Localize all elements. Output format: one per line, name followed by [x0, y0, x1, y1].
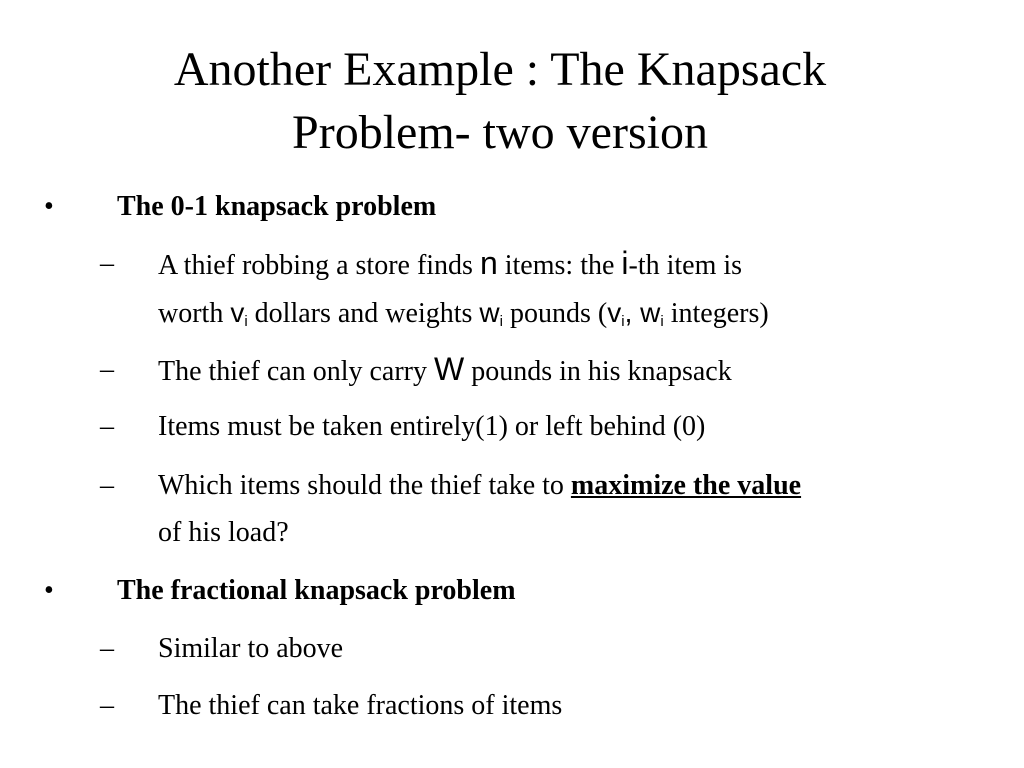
dash-marker: –	[100, 690, 114, 721]
dash-marker: –	[100, 411, 114, 442]
dash-marker: –	[100, 354, 114, 385]
var-v: v	[607, 297, 622, 328]
var-n: n	[479, 245, 498, 281]
dash-marker: –	[100, 633, 114, 664]
subbullet-text: The thief can take fractions of items	[158, 690, 563, 721]
text-run: -th item is	[628, 250, 743, 281]
subbullet-text	[158, 346, 732, 395]
dash-marker: –	[100, 470, 114, 501]
subscript-i: i	[499, 313, 503, 330]
bullet-heading: The 0-1 knapsack problem	[117, 191, 437, 222]
subbullet-text: Items must be taken entirely(1) or left behind (0)	[158, 411, 706, 442]
dash-marker: –	[100, 248, 114, 279]
subscript-i: i	[660, 313, 664, 330]
text-run: of his load?	[158, 517, 289, 548]
subbullet-text	[158, 240, 769, 337]
text-run: dollars and weights	[247, 298, 480, 329]
text-run: pounds in his knapsack	[464, 356, 732, 387]
var-w: w	[640, 297, 661, 328]
var-W: W	[433, 351, 465, 387]
title-line-1: Another Example : The Knapsack	[173, 43, 827, 96]
text-run: A thief robbing a store finds	[158, 250, 480, 281]
bullet-marker: •	[44, 191, 54, 222]
text-run: worth	[158, 298, 231, 329]
var-w: w	[479, 297, 500, 328]
bullet-heading: The fractional knapsack problem	[117, 575, 516, 606]
var-v: v	[230, 297, 245, 328]
title-line-2: Problem- two version	[292, 106, 708, 159]
text-run: integers)	[663, 298, 769, 329]
subscript-i: i	[621, 313, 625, 330]
text-run: pounds (	[503, 298, 608, 329]
slide-title	[0, 38, 1000, 164]
text-run: Which items should the thief take to	[158, 470, 571, 501]
emphasis-maximize-value: maximize the value	[570, 470, 802, 501]
bullet-marker: •	[44, 575, 54, 606]
text-run: The thief can only carry	[158, 356, 434, 387]
var-i: i	[621, 245, 629, 281]
subscript-i: i	[244, 313, 248, 330]
subbullet-text: Similar to above	[158, 633, 344, 664]
text-run: ,	[624, 297, 641, 328]
subbullet-text	[158, 462, 801, 556]
text-run: items: the	[497, 250, 622, 281]
